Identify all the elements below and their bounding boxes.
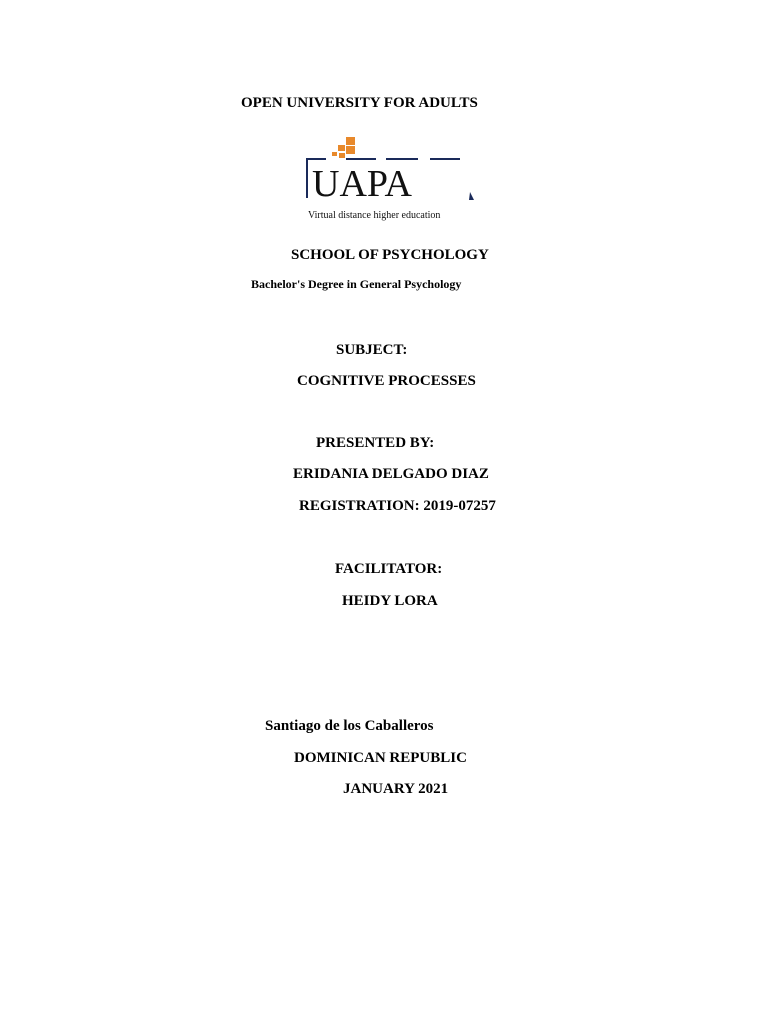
facilitator-label: FACILITATOR: bbox=[335, 561, 443, 577]
degree-name: Bachelor's Degree in General Psychology bbox=[251, 277, 462, 291]
presenter-label: PRESENTED BY: bbox=[316, 435, 435, 451]
document-date: JANUARY 2021 bbox=[343, 781, 449, 797]
logo-tagline: Virtual distance higher education bbox=[308, 210, 441, 221]
facilitator-name: HEIDY LORA bbox=[342, 593, 438, 609]
subject-value: COGNITIVE PROCESSES bbox=[297, 373, 476, 389]
presenter-name: ERIDANIA DELGADO DIAZ bbox=[293, 466, 489, 482]
institution-name: OPEN UNIVERSITY FOR ADULTS bbox=[241, 95, 478, 111]
uapa-logo bbox=[306, 134, 478, 224]
school-name: SCHOOL OF PSYCHOLOGY bbox=[291, 247, 489, 263]
presenter-registration: REGISTRATION: 2019-07257 bbox=[299, 498, 496, 514]
location-city: Santiago de los Caballeros bbox=[265, 718, 434, 734]
logo-wordmark: UAPA bbox=[312, 163, 412, 205]
location-country: DOMINICAN REPUBLIC bbox=[294, 750, 467, 766]
subject-label: SUBJECT: bbox=[336, 342, 408, 358]
